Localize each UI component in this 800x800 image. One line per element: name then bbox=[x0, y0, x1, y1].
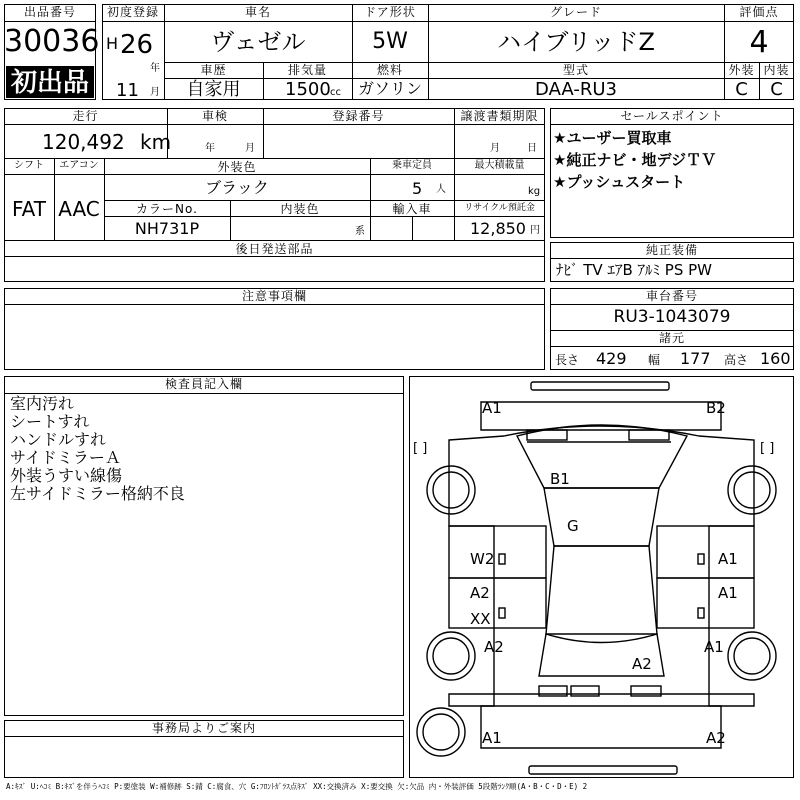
color-no-label: カラーNo. bbox=[136, 202, 198, 216]
mark-xx-left: XX bbox=[470, 610, 491, 628]
transfer-month-unit: 月 bbox=[490, 143, 500, 154]
displacement: 1500 bbox=[285, 79, 331, 100]
transfer-day-unit: 日 bbox=[527, 143, 537, 154]
model-code-label: 型式 bbox=[562, 63, 589, 77]
int-color-suffix: 系 bbox=[355, 226, 365, 237]
max-load-label: 最大積載量 bbox=[474, 160, 525, 171]
mark-a2-left-rear-door: A2 bbox=[470, 584, 490, 602]
length: 429 bbox=[596, 349, 627, 368]
first-reg-year: 26 bbox=[120, 30, 154, 60]
mark-b1-roof: B1 bbox=[550, 470, 570, 488]
sales-point-2: ★純正ナビ・地デジＴＶ bbox=[553, 151, 717, 169]
capacity: 5 bbox=[412, 179, 423, 198]
lot-number: 30036 bbox=[4, 24, 100, 59]
reg-number-label: 登録番号 bbox=[332, 109, 385, 123]
dims-label: 諸元 bbox=[658, 331, 685, 345]
import-label: 輸入車 bbox=[392, 202, 432, 216]
inspector-line-6: 左サイドミラー格納不良 bbox=[10, 484, 185, 503]
inspector-line-1: 室内汚れ bbox=[10, 394, 75, 413]
door-type: 5W bbox=[372, 29, 408, 54]
inspector-line-3: ハンドルすれ bbox=[10, 430, 107, 449]
bracket-left: [ ] bbox=[413, 441, 428, 456]
office-label: 事務局よりご案内 bbox=[151, 721, 256, 735]
ac-label: エアコン bbox=[59, 160, 99, 171]
width: 177 bbox=[680, 349, 711, 368]
exterior-grade: C bbox=[735, 79, 748, 100]
factory-equipment: ﾅﾋﾞ TV ｴｱB ｱﾙﾐ PS PW bbox=[556, 261, 712, 279]
height-label: 高さ bbox=[724, 353, 749, 367]
height: 160 bbox=[760, 349, 791, 368]
car-name: ヴェゼル bbox=[210, 28, 306, 56]
inspector-line-5: 外装うすい線傷 bbox=[10, 466, 123, 485]
month-unit: 月 bbox=[150, 87, 160, 98]
length-label: 長さ bbox=[555, 353, 580, 367]
history: 自家用 bbox=[186, 79, 241, 100]
inspector-label: 検査員記入欄 bbox=[164, 377, 243, 391]
grade-label: グレード bbox=[549, 5, 602, 19]
door-label: ドア形状 bbox=[364, 5, 416, 19]
transfer-label: 譲渡書類期限 bbox=[460, 109, 539, 123]
car-name-label: 車名 bbox=[244, 5, 271, 19]
fuel: ガソリン bbox=[357, 79, 422, 98]
mark-w2-left-door: W2 bbox=[470, 550, 495, 568]
mark-a1-right-rear-door: A1 bbox=[718, 584, 738, 602]
year-unit: 年 bbox=[150, 63, 160, 74]
first-listing-badge: 初出品 bbox=[6, 66, 94, 98]
grade: ハイブリッドZ bbox=[497, 28, 655, 56]
fuel-label: 燃料 bbox=[376, 63, 403, 77]
width-label: 幅 bbox=[648, 353, 661, 367]
recycle-label: リサイクル預託金 bbox=[464, 203, 535, 213]
interior-grade: C bbox=[770, 79, 783, 100]
max-load-unit: kg bbox=[528, 186, 541, 197]
mark-a1-front-left: A1 bbox=[482, 399, 502, 417]
inspection-month-unit: 月 bbox=[245, 143, 255, 154]
displacement-label: 排気量 bbox=[287, 63, 327, 77]
exterior-grade-label: 外装 bbox=[728, 63, 755, 77]
interior-grade-label: 内装 bbox=[763, 63, 790, 77]
mark-a2-left-quarter: A2 bbox=[484, 638, 504, 656]
lot-number-label: 出品番号 bbox=[23, 5, 76, 19]
score: 4 bbox=[749, 25, 769, 60]
first-reg-month: 11 bbox=[116, 80, 139, 101]
shift: FAT bbox=[11, 197, 46, 221]
mark-a1-right-quarter: A1 bbox=[704, 638, 724, 656]
history-label: 車歴 bbox=[200, 63, 227, 77]
mileage: 120,492 bbox=[42, 130, 125, 154]
mark-a2-rear-right: A2 bbox=[706, 729, 726, 747]
chassis-label: 車台番号 bbox=[645, 289, 698, 303]
later-parts-label: 後日発送部品 bbox=[235, 242, 314, 256]
inspector-line-2: シートすれ bbox=[10, 412, 90, 431]
inspection-year-unit: 年 bbox=[205, 143, 215, 154]
mark-b2-front-right: B2 bbox=[706, 399, 726, 417]
ext-color: ブラック bbox=[205, 178, 269, 197]
mark-a1-right-front-door: A1 bbox=[718, 550, 738, 568]
sales-point-3: ★プッシュスタート bbox=[553, 173, 686, 191]
mileage-unit: km bbox=[140, 130, 172, 154]
factory-equipment-label: 純正装備 bbox=[645, 243, 698, 257]
recycle-unit: 円 bbox=[530, 225, 540, 236]
model-code: DAA-RU3 bbox=[535, 79, 617, 100]
mark-a1-rear-left: A1 bbox=[482, 729, 502, 747]
color-no: NH731P bbox=[134, 219, 200, 238]
shift-label: シフト bbox=[14, 160, 44, 171]
chassis-number: RU3-1043079 bbox=[613, 307, 731, 327]
score-label: 評価点 bbox=[739, 5, 779, 19]
displacement-unit: cc bbox=[330, 87, 341, 98]
era-letter: H bbox=[106, 34, 119, 53]
mark-a2-trunk: A2 bbox=[632, 655, 652, 673]
legend: A:ｷｽﾞ U:ﾍｺﾐ B:ｷｽﾞを伴うﾍｺﾐ P:要塗装 W:補修跡 S:錆 C:腐食、穴 G:ﾌﾛﾝﾄｶﾞﾗｽ点ｷｽﾞ XX:交換済み X:要交換 欠:欠品 内・外装評価 5段階ﾗﾝｸ順(A・B・C・D・E) 2 bbox=[6, 782, 588, 791]
inspection-label: 車検 bbox=[201, 109, 228, 123]
capacity-label: 乗車定員 bbox=[392, 160, 432, 171]
sales-point-1: ★ユーザー買取車 bbox=[553, 129, 672, 147]
bracket-right: [ ] bbox=[760, 441, 775, 456]
car-diagram bbox=[409, 376, 794, 778]
notes-label: 注意事項欄 bbox=[241, 289, 307, 303]
recycle-fee: 12,850 bbox=[470, 219, 526, 238]
ac: AAC bbox=[58, 197, 100, 221]
first-reg-label: 初度登録 bbox=[106, 5, 159, 19]
ext-color-label: 外装色 bbox=[217, 160, 257, 174]
inspector-line-4: サイドミラーＡ bbox=[10, 448, 121, 467]
int-color-label: 内装色 bbox=[280, 202, 320, 216]
capacity-unit: 人 bbox=[436, 184, 446, 195]
mileage-label: 走行 bbox=[72, 109, 99, 123]
sales-points-label: セールスポイント bbox=[620, 109, 724, 123]
mark-g-glass: G bbox=[567, 517, 579, 535]
